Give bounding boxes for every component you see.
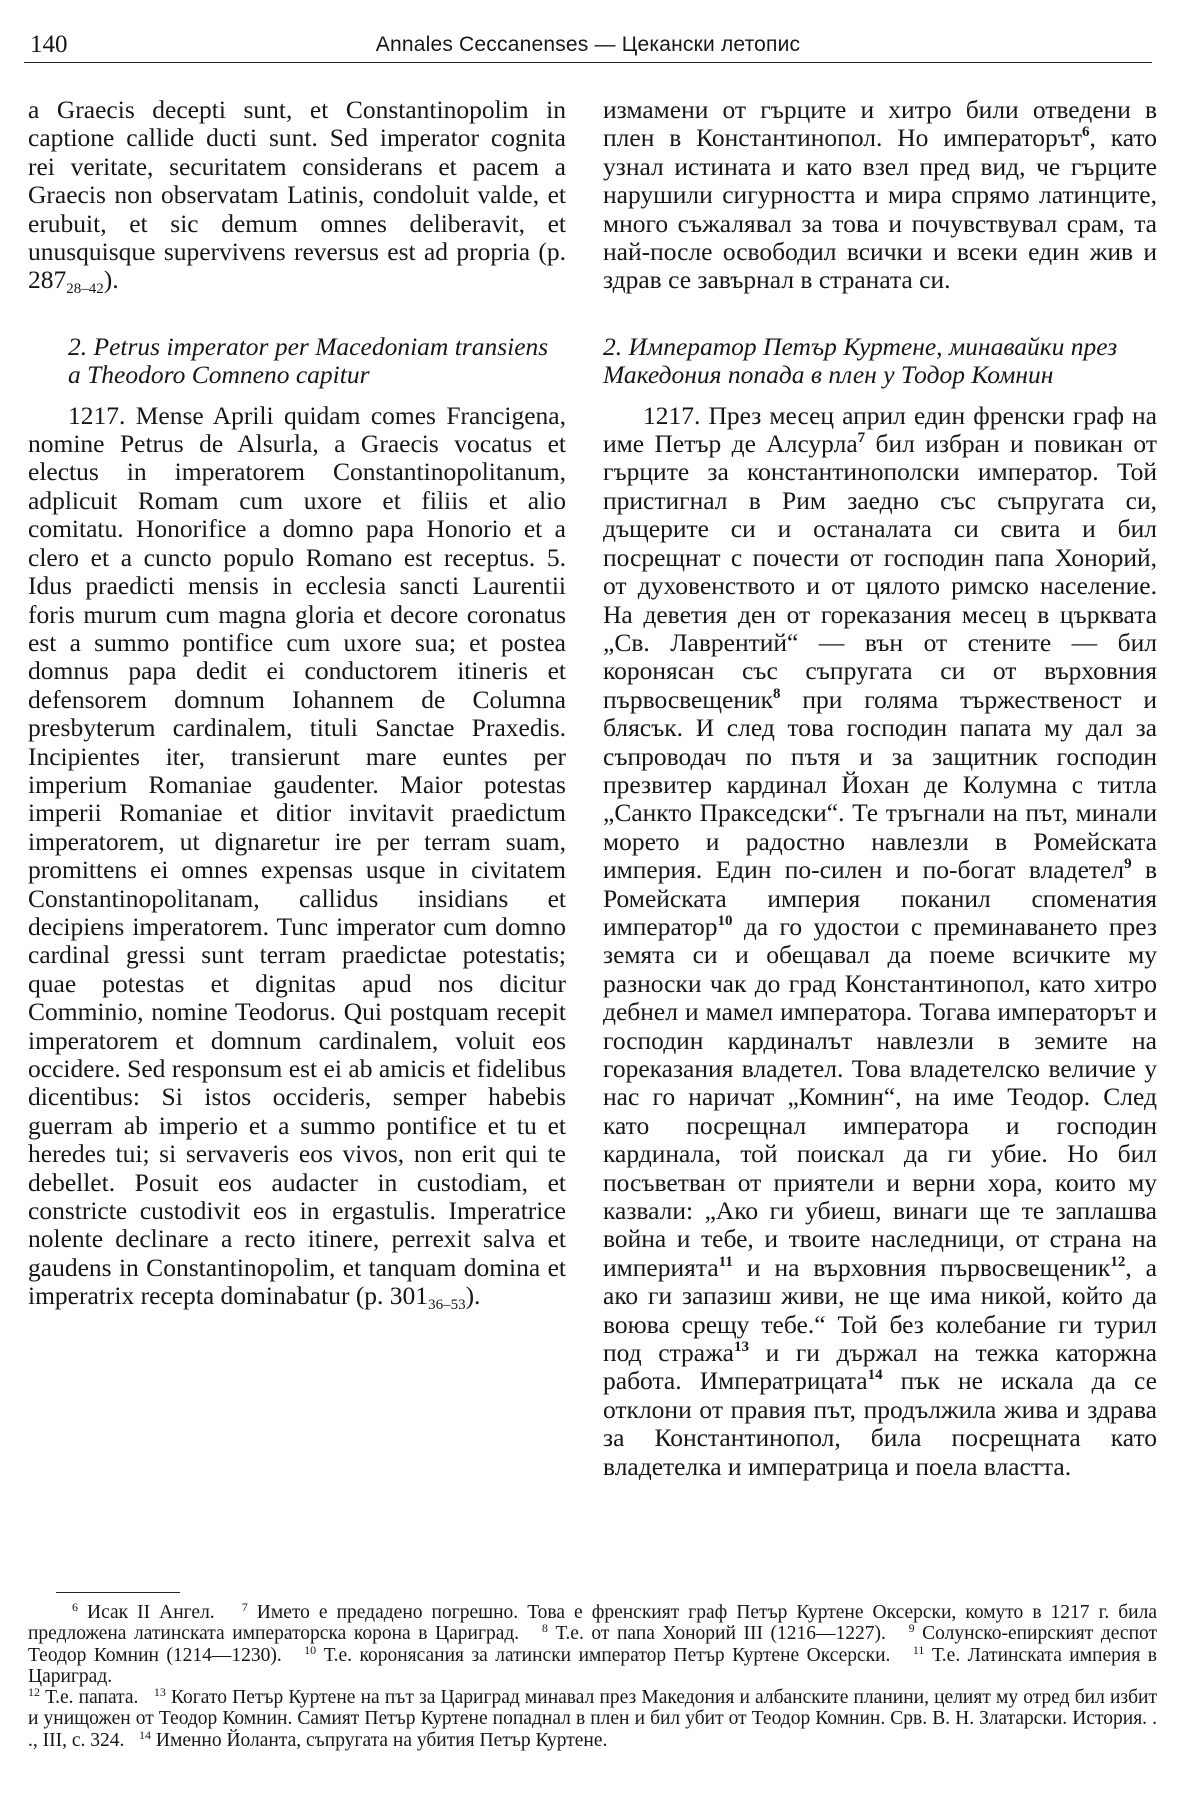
footnote-text-7: Името е предадено погрешно. Това е френският граф Петър Куртене Оксерски, комуто в 1217 г. била предложена латинската императорска корона в Цариград.: [28, 1602, 1158, 1645]
bulgarian-body-text-2: бил избран и повикан от гърците за константинополски император. Той пристигнал в Рим заедно със съпругата си, дъщерите си и останалата си свита и бил посрещнат с почести от господин папа Хонорий, от духовенството и от цялото римско население. На деветия ден от гореказания месец в църквата „Св. Лаврентий“ — вън от стените — бил коронясан със съпругата си от върховния първосвещеник: [603, 429, 1157, 714]
latin-intro-paragraph: [28, 95, 566, 298]
running-title: Annales Ceccanenses — Цекански летопис: [375, 33, 801, 56]
bulgarian-body-text-6: и на върховния първосвещеник: [732, 1252, 1111, 1282]
bulgarian-body-text-9: пък не искала да се отклони от правия път, продължила жива и здрава за Константинопол, била посрещната като владетелка и императрица и поела властта.: [603, 1366, 1157, 1481]
footnote-number-7: 7: [241, 1600, 248, 1614]
latin-section-heading: 2. Petrus imperator per Macedoniam transiens a Theodoro Comneno capitur: [68, 331, 549, 390]
latin-column: [28, 95, 566, 1314]
bulgarian-body-text-4: в Ромейската империя поканил споменатия император: [603, 855, 1157, 941]
footnote-ref-8: 8: [773, 685, 781, 702]
latin-body-text: 1217. Mense Aprili quidam comes Francigena, nomine Petrus de Alsurla, a Graecis vocatus et electus in imperatorem Constantinopolitanum, adplicuit Romam cum uxore et filiis et alio comitatu. Honorifice a domno papa Honorio et a clero et a cuncto populo Romano est receptus. 5. Idus praedicti mensis in ecclesia sancti Laurentii foris murum cum magna gloria et decore coronatus est a summo pontifice cum uxore sua; et postea domnus papa dedit ei conductorem itineris et defensorem domnum Iohannem de Columna presbyterum cardinalem, tituli Sanctae Praxedis. Incipientes iter, transierunt mare euntes per imperium Romaniae gaudenter. Maior potestas imperii Romaniae et ditior invitavit praedictum imperatorem, ut dignaretur ire per terram suam, promittens ei omnes expensas usque in civitatem Constantinopolitanam, callidus insidians et decipiens imperatorem. Tunc imperator cum domno cardinal gressi sunt terram praedictae potestatis; quae potestas et dignitas apud nos dicitur Comminio, nomine Teodorus. Qui postquam recepit imperatorem et domnum cardinalem, voluit eos occidere. Sed responsum est ei ab amicis et fidelibus dicentibus: Si istos occideris, semper habebis guerram ab imperio et a summo pontifice et tu et heredes tui; si servaveris eos vivos, non erit qui te debellet. Posuit eos audacter in custodiam, et constricte custodivit eos in ergastulis. Imperatrice nolente declinare a recto itinere, perrexit salva et gaudens in Constantinopolim, et tanquam domina et imperatrix recepta dominabatur (p. 301: [28, 400, 566, 1311]
footnote-number-10: 10: [304, 1642, 317, 1657]
footnote-number-13: 13: [153, 1685, 166, 1700]
footnote-divider: [56, 1592, 180, 1593]
footnote-ref-12: 12: [1110, 1253, 1126, 1270]
latin-intro-text: a Graecis decepti sunt, et Constantinopolim in captione callide ducti sunt. Sed imperator cognita rei veritate, securitatem considerans et pacem a Graecis non observatam Latinis, condoluit valde, et erubuit, et sic demum omnes deliberavit, et unusquisque supervivens reversus est ad propria (p. 287: [28, 95, 566, 295]
footnote-number-11: 11: [912, 1642, 925, 1657]
footnote-number-12: 12: [28, 1685, 40, 1700]
footnote-text-10: Т.е. коронясания за латински император Петър Куртене Оксерски.: [316, 1644, 891, 1666]
page-number: 140: [30, 31, 68, 58]
bulgarian-intro-text-cont: , като узнал истината и като взел пред вид, че гърците нарушили сигурността и мира спрямо латинците, много съжалявал за това и почувствувал срам, та най-после освободил всички и всеки един жив и здрав се завърнал в страната си.: [603, 123, 1157, 295]
footnote-ref-10: 10: [717, 912, 733, 929]
footnote-text-14: Именно Йоланта, съпругата на убития Петър Куртене.: [151, 1729, 608, 1751]
bulgarian-body-text-8: и ги държал на тежка каторжна работа. Императрицата: [603, 1338, 1158, 1396]
latin-intro-end: ).: [103, 265, 119, 295]
bulgarian-intro-paragraph: [603, 96, 1157, 295]
bulgarian-body-text-1: 1217. През месец април един френски граф на име Петър де Алсурла: [603, 400, 1157, 459]
bulgarian-body-text-5: да го удостои с преминаването през земята си и обещавал да поеме всичките му разноски чак до град Константинопол, като хитро дебнел и мамел императора. Тогава императорът и господин кардиналът навлезли в земите на гореказания владетел. Това владетелско величие у нас го наричат „Комнин“, на име Теодор. След като посрещнал императора и господин кардинала, той поискал да ги убие. Но бил посъветван от приятели и верни хора, които му казвали: „Ако ги убиеш, винаги ще те заплашва война и тебе, и твоите наследници, от страна на империята: [603, 911, 1157, 1282]
latin-intro-reference: 28–42: [66, 281, 104, 298]
footnote-ref-9: 9: [1124, 856, 1132, 873]
footnote-ref-14: 14: [867, 1367, 883, 1384]
footnote-number-9: 9: [908, 1621, 915, 1636]
footnote-number-6: 6: [72, 1600, 78, 1614]
latin-body-reference: 36–53: [428, 1297, 466, 1314]
footnote-text-11: Т.е. Латинската империя в Цариград.: [28, 1644, 1157, 1687]
footnote-ref-11: 11: [718, 1253, 733, 1270]
bulgarian-intro-text: измамени от гърците и хитро били отведени в плен в Константинопол. Но императорът: [603, 95, 1157, 153]
footnote-text-9: Солунско-епирският деспот Теодор Комнин (1214—1230).: [28, 1623, 1158, 1666]
page-header: [24, 28, 1152, 63]
bulgarian-body-text-3: при голяма тържественост и блясък. И след това господин папата му дал за съпроводач по пътя и за защитник господин презвитер кардинал Йохан де Колумна с титла „Санкто Пракседски“. Те тръгнали на път, минали морето и радостно навлезли в Ромейската империя. Един по-силен и по-богат владетел: [603, 684, 1157, 885]
bulgarian-body-paragraph: [603, 402, 1157, 1481]
footnote-ref-6: 6: [1082, 124, 1090, 141]
bulgarian-column: [603, 96, 1157, 1481]
latin-body-paragraph: [28, 400, 566, 1314]
footnote-text-12: Т.е. папата.: [40, 1687, 139, 1709]
bulgarian-body-text-7: , а ако ги запазиш живи, не ще има никой, който да воюва срещу тебе.“ Той без колебание ги турил под стража: [603, 1252, 1157, 1368]
footnote-ref-13: 13: [734, 1339, 750, 1356]
bulgarian-section-heading: 2. Император Петър Куртене, минавайки през Македония попада в плен у Тодор Комнин: [603, 331, 1118, 390]
footnote-text-6: Исак II Ангел.: [78, 1602, 215, 1623]
footnote-number-8: 8: [541, 1621, 548, 1636]
latin-body-end: ).: [465, 1281, 481, 1311]
footnote-text-13: Когато Петър Куртене на път за Цариград минавал през Македония и албанските планини, целият му отред бил избит и унищожен от Теодор Комнин. Самият Петър Куртене попаднал в плен и бил убит от Теодор Комнин. Срв. В. Н. Златарски. История. . ., III, с. 324.: [28, 1687, 1157, 1751]
footnotes-block: [28, 1602, 1157, 1751]
footnote-text-8: Т.е. от папа Хонорий III (1216—1227).: [547, 1623, 886, 1645]
footnote-ref-7: 7: [857, 430, 866, 447]
footnote-number-14: 14: [139, 1727, 152, 1742]
